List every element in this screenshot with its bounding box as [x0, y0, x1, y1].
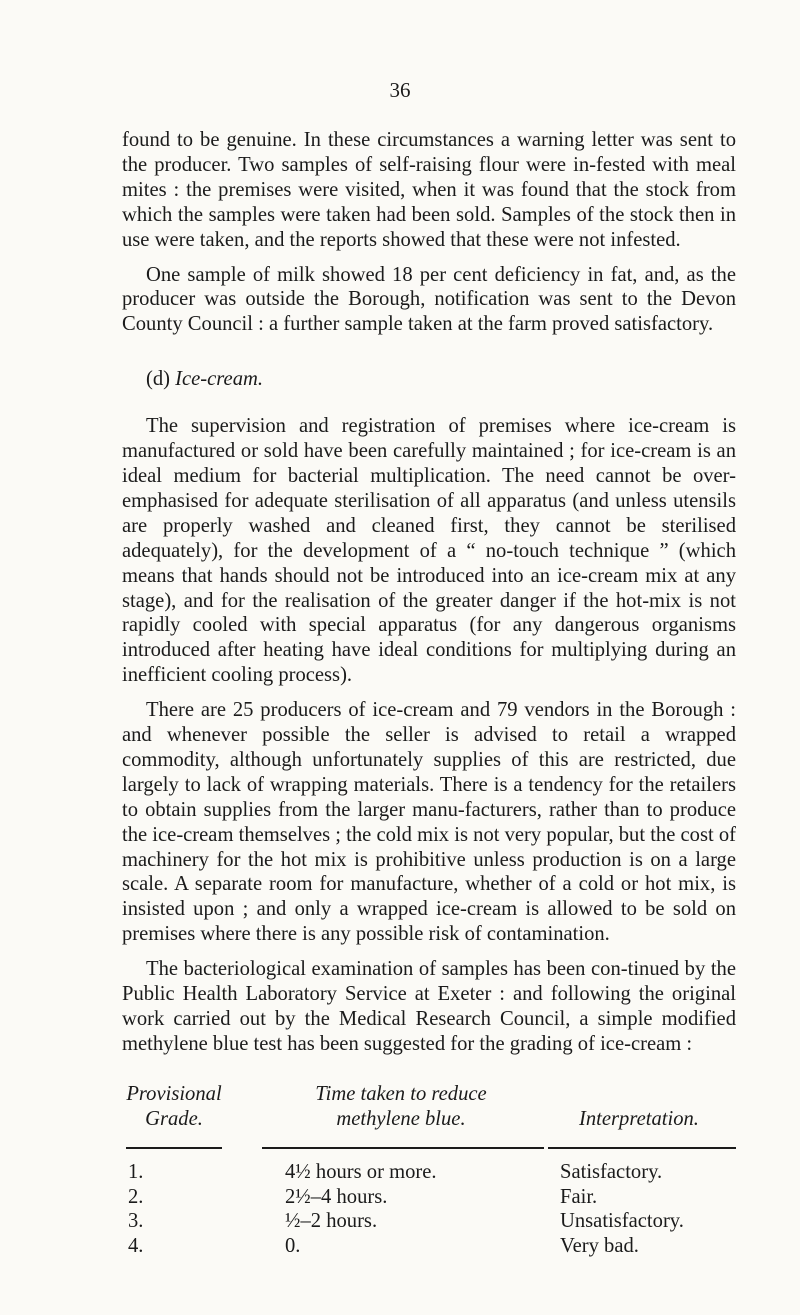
- table-row: [122, 1160, 736, 1185]
- section-label: (d): [146, 368, 171, 391]
- header-rule: [548, 1147, 736, 1149]
- grade-cell: 4.: [128, 1234, 144, 1257]
- interpretation-cell: Very bad.: [560, 1234, 639, 1257]
- report-body: [122, 128, 736, 1057]
- table-row: [122, 1234, 736, 1259]
- header-time: [290, 1082, 512, 1131]
- paragraph-bacteriological: The bacteriological examination of samples has been con-tinued by the Public Health Laboratory Service at Exeter : and following the original work carried out by the Medical Research Council, a simple modified methylene blue test has been suggested for the grading of ice-cream :: [122, 958, 736, 1055]
- section-heading-ice-cream: [122, 367, 736, 392]
- header-time-line1: Time taken to reduce: [315, 1083, 487, 1105]
- header-rule: [126, 1147, 222, 1149]
- time-cell: 2½–4 hours.: [285, 1185, 388, 1208]
- table-row: [122, 1209, 736, 1234]
- grade-cell: 3.: [128, 1210, 144, 1233]
- header-interpretation: Interpretation.: [579, 1107, 699, 1130]
- grade-cell: 2.: [128, 1185, 144, 1208]
- page-number: 36: [389, 78, 411, 102]
- paragraph-genuine-samples: found to be genuine. In these circumstances a warning letter was sent to the producer. Two samples of self-raising flour were in-fested with meal mites : the premises were visited, when it was found that the stock from which the samples were taken had been sold. Samples of the stock then in use were taken, and the reports showed that these were not infested.: [122, 129, 736, 251]
- grade-cell: 1.: [128, 1161, 144, 1183]
- section-title: Ice-cream.: [175, 368, 264, 391]
- header-rule: [262, 1147, 544, 1149]
- table-body: [122, 1160, 736, 1258]
- time-cell: ½–2 hours.: [285, 1210, 378, 1233]
- interpretation-cell: Satisfactory.: [560, 1161, 663, 1183]
- paragraph-supervision: The supervision and registration of premises where ice-cream is manufactured or sold have been carefully maintained ; for ice-cream is an ideal medium for bacterial multiplication. The need cannot be over-emphasised for adequate sterilisation of all apparatus (and unless utensils are properly washed and cleaned first, they cannot be sterilised adequately), for the development of a “ no-touch technique ” (which means that hands should not be introduced into an ice-cream mix at any stage), and for the realisation of the greater danger if the hot-mix is not rapidly cooled with special apparatus (for any dangerous organisms introduced after heating have ideal conditions for multiplying during an inefficient cooling process).: [122, 415, 736, 687]
- header-grade-line2: Grade.: [145, 1107, 203, 1130]
- table-row: [122, 1185, 736, 1210]
- interpretation-cell: Fair.: [560, 1185, 598, 1208]
- time-cell: 4½ hours or more.: [285, 1161, 437, 1183]
- header-grade-line1: Provisional: [126, 1083, 222, 1105]
- table-header: [122, 1082, 736, 1134]
- grading-table: [122, 1082, 736, 1257]
- interpretation-cell: Unsatisfactory.: [560, 1210, 684, 1233]
- time-cell: 0.: [285, 1234, 301, 1257]
- header-time-line2: methylene blue.: [336, 1107, 466, 1130]
- paragraph-producers-vendors: There are 25 producers of ice-cream and 79 vendors in the Borough : and whenever possible the seller is advised to retail a wrapped commodity, although unfortunately supplies of this are restricted, due largely to lack of wrapping materials. There is a tendency for the retailers to obtain supplies from the larger manu-facturers, rather than to produce the ice-cream themselves ; the cold mix is not very popular, but the cost of machinery for the hot mix is prohibitive unless production is on a large scale. A separate room for manufacture, whether of a cold or hot mix, is insisted upon ; and only a wrapped ice-cream is allowed to be sold on premises where there is any possible risk of contamination.: [122, 699, 736, 946]
- header-grade: [122, 1082, 226, 1131]
- paragraph-milk-deficiency: One sample of milk showed 18 per cent deficiency in fat, and, as the producer was outside the Borough, notification was sent to the Devon County Council : a further sample taken at the farm proved satisfactory.: [122, 263, 736, 336]
